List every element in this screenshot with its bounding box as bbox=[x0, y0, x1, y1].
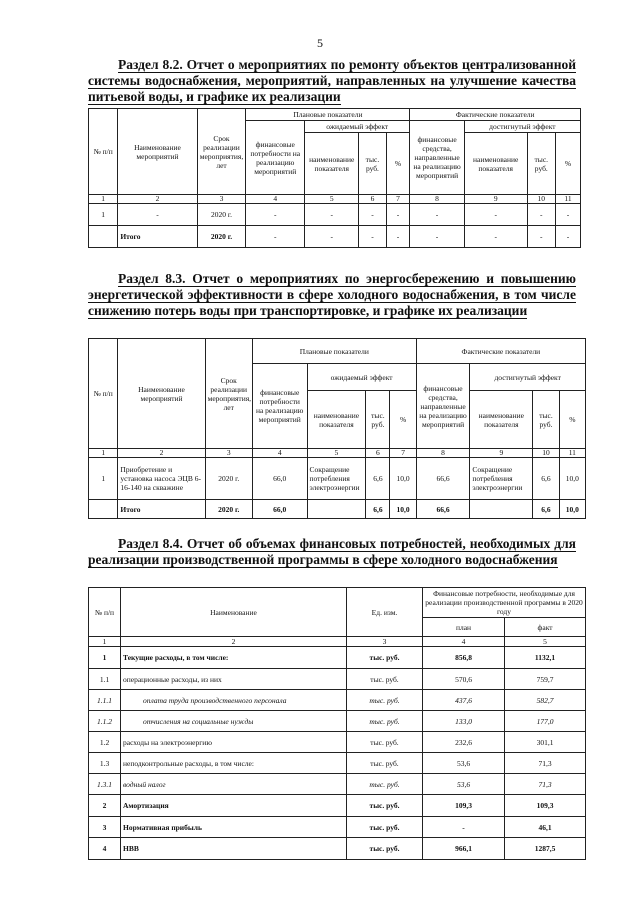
cell-fact: 46,1 bbox=[505, 817, 586, 838]
col-number: 7 bbox=[386, 195, 410, 204]
cell: - bbox=[386, 204, 410, 226]
cell: - bbox=[555, 204, 580, 226]
cell: - bbox=[410, 204, 464, 226]
cell-unit: тыс. руб. bbox=[347, 669, 423, 690]
section-83-table bbox=[88, 338, 586, 519]
col-number: 1 bbox=[89, 195, 118, 204]
cell-num: 1.3 bbox=[89, 753, 121, 774]
cell-name: Амортизация bbox=[121, 795, 347, 817]
table-row-total bbox=[89, 500, 586, 519]
cell: 66,0 bbox=[252, 500, 307, 519]
cell-unit: тыс. руб. bbox=[347, 795, 423, 817]
cell: 66,6 bbox=[416, 458, 470, 500]
cell-name: оплата труда производственного персонала bbox=[121, 690, 347, 711]
col-number: 8 bbox=[416, 449, 470, 458]
cell: 2020 г. bbox=[197, 204, 246, 226]
fact-fin-header: финансовые средства, направленные на реализацию мероприятий bbox=[410, 121, 464, 195]
col-number: 10 bbox=[533, 449, 559, 458]
cell: 10,0 bbox=[559, 458, 585, 500]
cell-plan: 133,0 bbox=[423, 711, 505, 732]
col-number: 9 bbox=[464, 195, 527, 204]
cell-unit: тыс. руб. bbox=[347, 647, 423, 669]
section-83-title: Раздел 8.3. Отчет о мероприятиях по энергосбережению и повышению энергетической эффективности в сфере холодного водоснабжения, в том числе снижению потерь воды при транспортировке, и графике их реализации bbox=[88, 271, 576, 318]
cell-num: 3 bbox=[89, 817, 121, 838]
col-name-header: Наименование bbox=[121, 588, 347, 637]
fact-group-header: Фактические показатели bbox=[416, 339, 585, 364]
col-number: 4 bbox=[423, 637, 505, 647]
section-84-table bbox=[88, 587, 586, 860]
cell-unit: тыс. руб. bbox=[347, 732, 423, 753]
cell-name: операционные расходы, из них bbox=[121, 669, 347, 690]
cell-fact: 177,0 bbox=[505, 711, 586, 732]
cell bbox=[89, 226, 118, 248]
cell: 6,6 bbox=[533, 500, 559, 519]
col-term-header: Срок реализации мероприятия, лет bbox=[197, 109, 246, 195]
cell: 6,6 bbox=[366, 458, 390, 500]
cell: - bbox=[359, 204, 386, 226]
cell: - bbox=[305, 204, 359, 226]
cell-name: Нормативная прибыль bbox=[121, 817, 347, 838]
col-number: 4 bbox=[246, 195, 305, 204]
cell: 10,0 bbox=[390, 458, 416, 500]
cell: - bbox=[246, 226, 305, 248]
cell-unit: тыс. руб. bbox=[347, 711, 423, 732]
table-row bbox=[89, 711, 586, 732]
col-number: 2 bbox=[121, 637, 347, 647]
col-term-header: Срок реализации мероприятия, лет bbox=[205, 339, 252, 449]
cell bbox=[307, 500, 366, 519]
cell-name: расходы на электроэнергию bbox=[121, 732, 347, 753]
cell: - bbox=[386, 226, 410, 248]
expected-header: ожидаемый эффект bbox=[307, 364, 416, 391]
cell: - bbox=[410, 226, 464, 248]
cell-plan: 570,6 bbox=[423, 669, 505, 690]
section-84-title: Раздел 8.4. Отчет об объемах финансовых потребностей, необходимых для реализации производственной программы в сфере холодного водоснабжения bbox=[88, 536, 576, 567]
cell-num: 1.1.2 bbox=[89, 711, 121, 732]
cell: 2020 г. bbox=[205, 500, 252, 519]
page-number: 5 bbox=[317, 36, 323, 50]
thous-header: тыс. руб. bbox=[527, 133, 555, 195]
cell-unit: тыс. руб. bbox=[347, 753, 423, 774]
indicator-header: наименование показателя bbox=[464, 133, 527, 195]
col-name-header: Наименование мероприятий bbox=[118, 339, 205, 449]
cell-plan: 53,6 bbox=[423, 753, 505, 774]
cell-num: 1.1 bbox=[89, 669, 121, 690]
col-number: 7 bbox=[390, 449, 416, 458]
cell: 1 bbox=[89, 204, 118, 226]
plan-group-header: Плановые показатели bbox=[246, 109, 410, 121]
col-number: 3 bbox=[197, 195, 246, 204]
cell-name: водный налог bbox=[121, 774, 347, 795]
indicator-header: наименование показателя bbox=[305, 133, 359, 195]
cell: - bbox=[359, 226, 386, 248]
col-number: 5 bbox=[505, 637, 586, 647]
cell-fact: 71,3 bbox=[505, 774, 586, 795]
fact-fin-header: финансовые средства, направленные на реализацию мероприятий bbox=[416, 364, 470, 449]
col-number: 2 bbox=[118, 449, 205, 458]
indicator-header: наименование показателя bbox=[307, 391, 366, 449]
cell bbox=[470, 500, 533, 519]
column-numbers-row bbox=[89, 195, 581, 204]
table-row bbox=[89, 817, 586, 838]
cell: Итого bbox=[118, 500, 205, 519]
cell: 2020 г. bbox=[197, 226, 246, 248]
table-row bbox=[89, 753, 586, 774]
col-number: 3 bbox=[347, 637, 423, 647]
cell-fact: 1132,1 bbox=[505, 647, 586, 669]
cell-plan: 109,3 bbox=[423, 795, 505, 817]
cell-plan: 966,1 bbox=[423, 838, 505, 860]
plan-header: план bbox=[423, 618, 505, 637]
col-number: 8 bbox=[410, 195, 464, 204]
indicator-header: наименование показателя bbox=[470, 391, 533, 449]
col-number: 6 bbox=[359, 195, 386, 204]
cell: 66,0 bbox=[252, 458, 307, 500]
cell: Приобретение и установка насоса ЭЦВ 6-16-140 на скважине bbox=[118, 458, 205, 500]
table-row bbox=[89, 669, 586, 690]
cell: - bbox=[118, 204, 197, 226]
cell-plan: - bbox=[423, 817, 505, 838]
table-row bbox=[89, 838, 586, 860]
expected-header: ожидаемый эффект bbox=[305, 121, 410, 133]
plan-fin-header: финансовые потребности на реализацию мероприятий bbox=[246, 121, 305, 195]
section-82-table bbox=[88, 108, 581, 248]
thous-header: тыс. руб. bbox=[533, 391, 559, 449]
finance-rows bbox=[89, 647, 586, 860]
cell-fact: 71,3 bbox=[505, 753, 586, 774]
cell-num: 2 bbox=[89, 795, 121, 817]
percent-header: % bbox=[555, 133, 580, 195]
col-num-header: № п/п bbox=[89, 109, 118, 195]
cell-name: Текущие расходы, в том числе: bbox=[121, 647, 347, 669]
table-row-total bbox=[89, 226, 581, 248]
col-name-header: Наименование мероприятий bbox=[118, 109, 197, 195]
col-number: 11 bbox=[559, 449, 585, 458]
cell: 6,6 bbox=[366, 500, 390, 519]
thous-header: тыс. руб. bbox=[366, 391, 390, 449]
fin-group-header: Финансовые потребности, необходимые для реализации производственной программы в 2020 году bbox=[423, 588, 586, 618]
cell-unit: тыс. руб. bbox=[347, 838, 423, 860]
cell-unit: тыс. руб. bbox=[347, 690, 423, 711]
cell-num: 1.3.1 bbox=[89, 774, 121, 795]
cell-num: 4 bbox=[89, 838, 121, 860]
cell: - bbox=[527, 204, 555, 226]
cell-fact: 582,7 bbox=[505, 690, 586, 711]
cell: Итого bbox=[118, 226, 197, 248]
cell-name: неподконтрольные расходы, в том числе: bbox=[121, 753, 347, 774]
percent-header: % bbox=[559, 391, 585, 449]
column-numbers-row bbox=[89, 449, 586, 458]
cell: - bbox=[464, 226, 527, 248]
table-row bbox=[89, 690, 586, 711]
cell-plan: 856,8 bbox=[423, 647, 505, 669]
plan-fin-header: финансовые потребности на реализацию мероприятий bbox=[252, 364, 307, 449]
cell: 1 bbox=[89, 458, 118, 500]
percent-header: % bbox=[390, 391, 416, 449]
table-row bbox=[89, 647, 586, 669]
table-row bbox=[89, 458, 586, 500]
cell-fact: 109,3 bbox=[505, 795, 586, 817]
col-number: 5 bbox=[305, 195, 359, 204]
cell: - bbox=[464, 204, 527, 226]
percent-header: % bbox=[386, 133, 410, 195]
cell: 10,0 bbox=[559, 500, 585, 519]
achieved-header: достигнутый эффект bbox=[470, 364, 586, 391]
thous-header: тыс. руб. bbox=[359, 133, 386, 195]
table-row bbox=[89, 732, 586, 753]
cell: 66,6 bbox=[416, 500, 470, 519]
cell-num: 1.1.1 bbox=[89, 690, 121, 711]
section-82-title: Раздел 8.2. Отчет о мероприятиях по ремонту объектов централизованной системы водоснабжения, мероприятий, направленных на улучшение качества питьевой воды, и графике их реализации bbox=[88, 57, 576, 104]
cell: 10,0 bbox=[390, 500, 416, 519]
table-row bbox=[89, 204, 581, 226]
cell-plan: 437,6 bbox=[423, 690, 505, 711]
col-number: 9 bbox=[470, 449, 533, 458]
cell: - bbox=[527, 226, 555, 248]
col-number: 1 bbox=[89, 449, 118, 458]
col-number: 3 bbox=[205, 449, 252, 458]
achieved-header: достигнутый эффект bbox=[464, 121, 580, 133]
cell: - bbox=[555, 226, 580, 248]
cell-unit: тыс. руб. bbox=[347, 817, 423, 838]
cell-num: 1 bbox=[89, 647, 121, 669]
cell: 6,6 bbox=[533, 458, 559, 500]
cell bbox=[89, 500, 118, 519]
cell-fact: 301,1 bbox=[505, 732, 586, 753]
column-numbers-row bbox=[89, 637, 586, 647]
col-number: 5 bbox=[307, 449, 366, 458]
fact-header: факт bbox=[505, 618, 586, 637]
col-number: 4 bbox=[252, 449, 307, 458]
table-row bbox=[89, 774, 586, 795]
cell: Сокращение потребления электроэнергии bbox=[470, 458, 533, 500]
col-number: 2 bbox=[118, 195, 197, 204]
col-unit-header: Ед. изм. bbox=[347, 588, 423, 637]
cell: Сокращение потребления электроэнергии bbox=[307, 458, 366, 500]
col-number: 10 bbox=[527, 195, 555, 204]
cell-fact: 1287,5 bbox=[505, 838, 586, 860]
cell-unit: тыс. руб. bbox=[347, 774, 423, 795]
cell-name: НВВ bbox=[121, 838, 347, 860]
col-number: 11 bbox=[555, 195, 580, 204]
col-number: 1 bbox=[89, 637, 121, 647]
cell: 2020 г. bbox=[205, 458, 252, 500]
table-row bbox=[89, 795, 586, 817]
cell-fact: 759,7 bbox=[505, 669, 586, 690]
cell-num: 1.2 bbox=[89, 732, 121, 753]
fact-group-header: Фактические показатели bbox=[410, 109, 581, 121]
cell: - bbox=[305, 226, 359, 248]
col-number: 6 bbox=[366, 449, 390, 458]
cell-plan: 53,6 bbox=[423, 774, 505, 795]
cell-plan: 232,6 bbox=[423, 732, 505, 753]
col-num-header: № п/п bbox=[89, 339, 118, 449]
plan-group-header: Плановые показатели bbox=[252, 339, 416, 364]
cell-name: отчисления на социальные нужды bbox=[121, 711, 347, 732]
col-num-header: № п/п bbox=[89, 588, 121, 637]
cell: - bbox=[246, 204, 305, 226]
